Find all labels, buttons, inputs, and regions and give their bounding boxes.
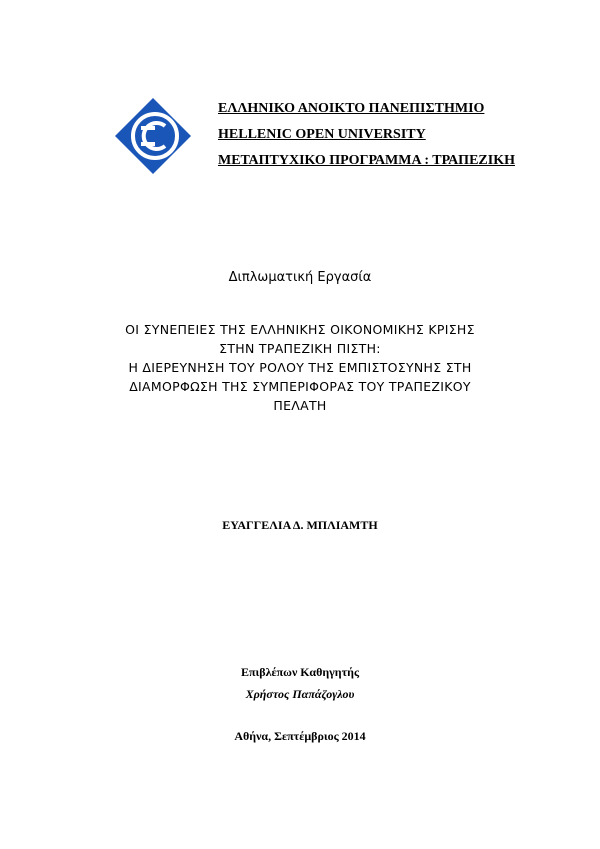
- author-name: ΕΥΑΓΓΕΛΙΑ Δ. ΜΠΛΙΑΜΤΗ: [222, 518, 378, 532]
- university-name-greek: ΕΛΛΗΝΙΚΟ ΑΝΟΙΚΤΟ ΠΑΝΕΠΙΣΤΗΜΙΟ: [218, 101, 485, 116]
- university-logo-icon: [113, 96, 193, 176]
- university-name-english: HELLENIC OPEN UNIVERSITY: [218, 127, 426, 142]
- supervisor-label: Επιβλέπων Καθηγητής: [240, 665, 360, 679]
- thesis-title: [60, 320, 540, 415]
- supervisor-name: Χρήστος Παπάζογλου: [245, 687, 355, 701]
- title-line: ΣΤΗΝ ΤΡΑΠΕΖΙΚΗ ΠΙΣΤΗ:: [219, 341, 381, 356]
- place-date: Αθήνα, Σεπτέμβριος 2014: [234, 729, 366, 743]
- title-line: ΔΙΑΜΟΡΦΩΣΗ ΤΗΣ ΣΥΜΠΕΡΙΦΟΡΑΣ ΤΟΥ ΤΡΑΠΕΖΙΚΟΥ: [129, 379, 471, 394]
- program-name: ΜΕΤΑΠΤΥΧΙΚΟ ΠΡΟΓΡΑΜΜΑ : ΤΡΑΠΕΖΙΚΗ: [218, 153, 515, 168]
- title-line: ΟΙ ΣΥΝΕΠΕΙΕΣ ΤΗΣ ΕΛΛΗΝΙΚΗΣ ΟΙΚΟΝΟΜΙΚΗΣ ΚΡΙΣΗΣ: [125, 322, 475, 337]
- header: [218, 96, 515, 174]
- document-type: Διπλωματική Εργασία: [228, 270, 372, 285]
- title-line: Η ΔΙΕΡΕΥΝΗΣΗ ΤΟΥ ΡΟΛΟΥ ΤΗΣ ΕΜΠΙΣΤΟΣΥΝΗΣ ΣΤΗ: [128, 360, 472, 375]
- title-line: ΠΕΛΑΤΗ: [273, 398, 327, 413]
